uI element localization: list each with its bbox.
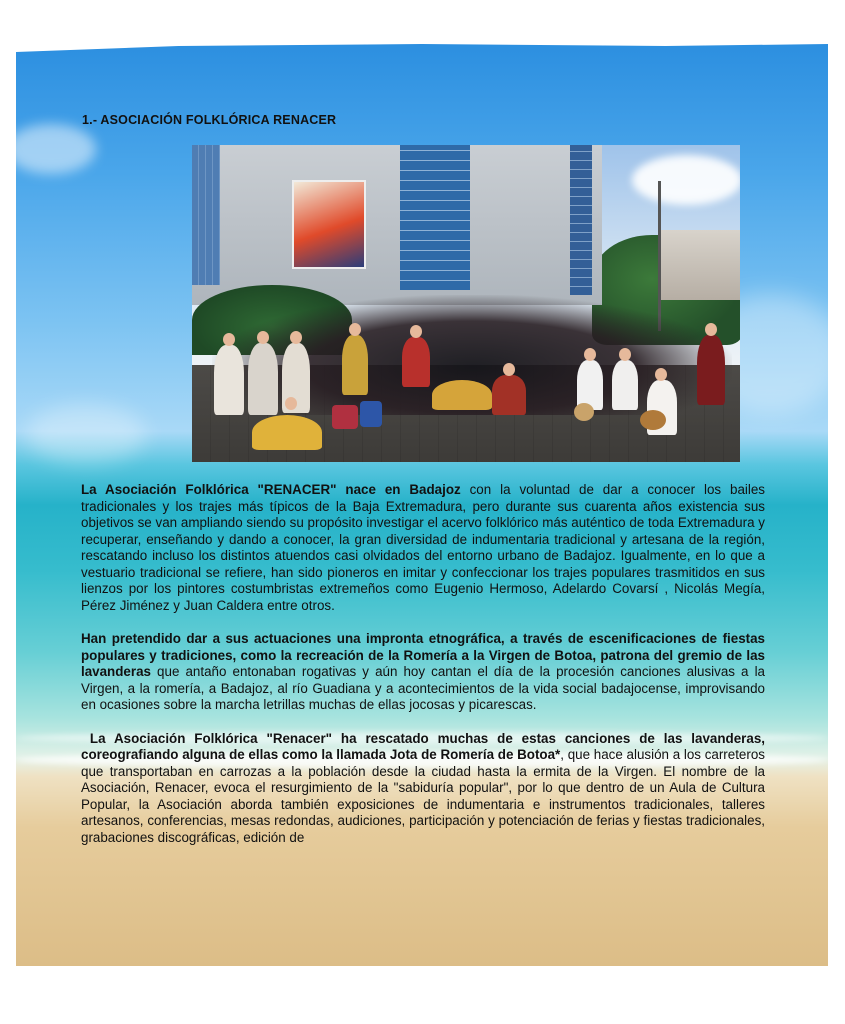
paragraph-2 <box>81 631 765 714</box>
article-body <box>81 482 769 863</box>
paragraph-2-text: que antaño entonaban rogativas y aún hoy cantan el día de la procesión canciones alusivas a la Virgen, a la romería, a Badajoz, al río Guadiana y a acontecimientos de la vida social badajocense, improvisando en ocasiones sobre la marcha letrillas muchas de ellas jocosas y picarescas. <box>81 664 765 712</box>
cloud-decoration <box>16 124 96 174</box>
festival-poster <box>292 180 366 269</box>
paragraph-2-bold: Han pretendido dar a sus actuaciones una impronta etnográfica, a través de escenificaciones de fiestas populares y tradiciones, como la recreación de la Romería a la Virgen de Botoa, patrona del gremio de las lavanderas <box>81 631 765 679</box>
paragraph-1-bold: La Asociación Folklórica "RENACER" nace en Badajoz <box>81 482 461 497</box>
section-heading: 1.- ASOCIACIÓN FOLKLÓRICA RENACER <box>82 113 337 127</box>
paragraph-1 <box>81 482 765 614</box>
cloud-decoration <box>26 404 146 464</box>
paragraph-3-text: , que hace alusión a los carreteros que transportaban en carrozas a la población desde la ciudad hasta la ermita de la Virgen. El nombre de la Asociación, Renacer, evoca el resurgimiento de la "sabiduría popular", por lo que dentro de un Aula de Cultura Popular, la Asociación aborda también exposiciones de indumentaria e instrumentos tradicionales, talleres artesanos, conferencias, mesas redondas, audiciones, participación y potenciación de ferias y fiestas tradicionales, grabaciones discográficas, edición de <box>81 747 765 845</box>
group-photo <box>192 145 740 462</box>
paragraph-1-text: con la voluntad de dar a conocer los bailes tradicionales y los trajes más típicos de la Baja Extremadura, pero durante sus cuarenta años existencia sus objetivos se van ampliando siendo su propósito investigar el acervo folklórico más auténtico de toda Extremadura y recuperar, enseñando y dando a conocer, la gran diversidad de indumentaria tradicional y artesana de la región, rescatando incluso los distintos atuendos casi olvidados del entorno urbano de Badajoz. Igualmente, en lo que a vestuario tradicional se refiere, han sido pioneros en imitar y confeccionar los trajes populares trasmitidos en sus lienzos por los pintores costumbristas extremeños como Eugenio Hermoso, Adelardo Covarsí , Nicolás Megía, Pérez Jiménez y Juan Caldera entre otros. <box>81 482 765 613</box>
paragraph-3 <box>81 730 769 847</box>
paragraph-3-bold: La Asociación Folklórica "Renacer" ha rescatado muchas de estas canciones de las lavanderas, coreografiando alguna de ellas como la llamada Jota de Romería de Botoa* <box>81 730 769 762</box>
